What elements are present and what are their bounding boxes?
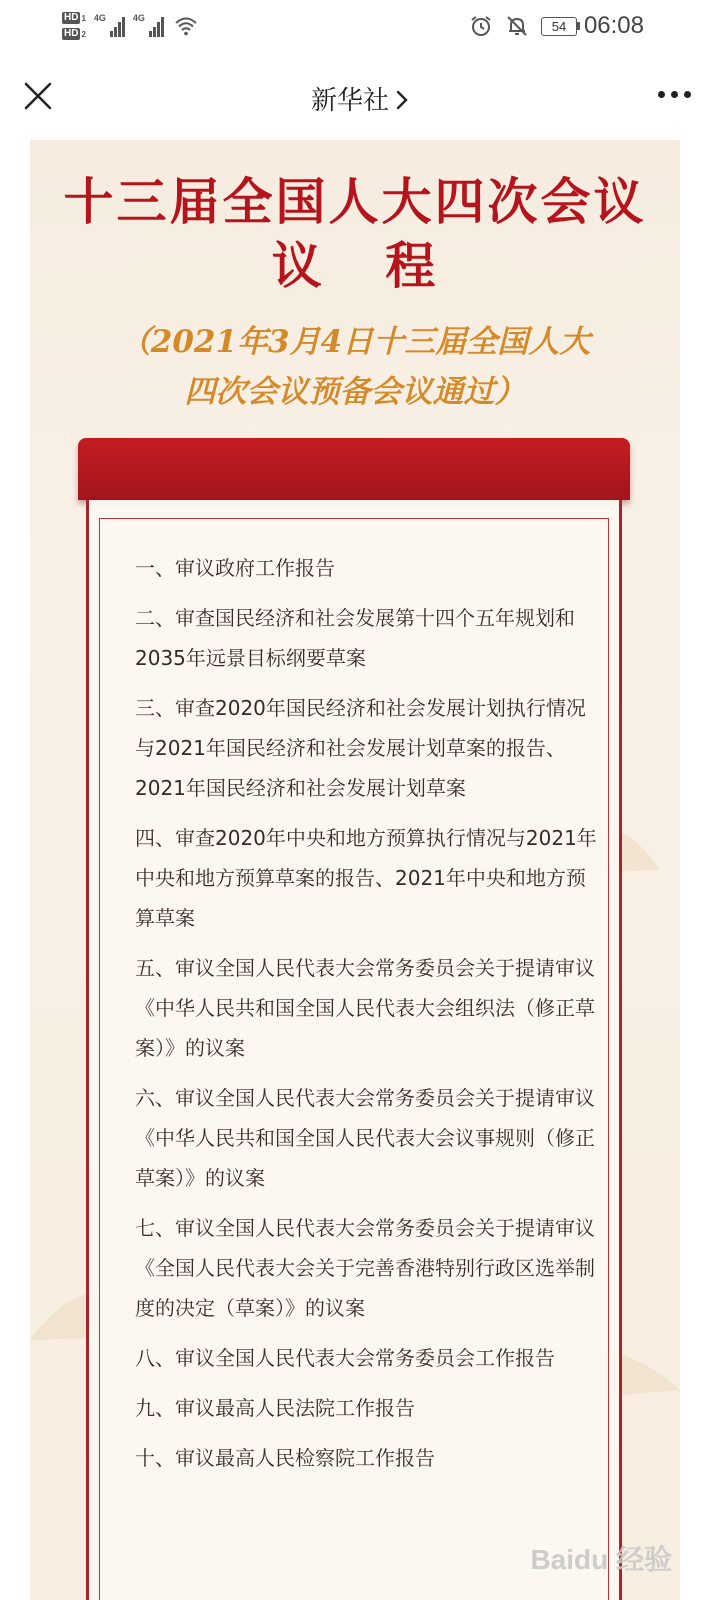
signal-icon (132, 13, 164, 37)
signal-icon (93, 13, 125, 37)
poster-subtitle-line1: （2021年3月4日十三届全国人大 (119, 324, 591, 360)
nav-bar (0, 52, 720, 140)
hd2-label: HD (64, 28, 79, 39)
mute-notification-icon (505, 14, 529, 38)
more-dot-icon (671, 91, 678, 98)
agenda-poster (30, 140, 680, 1600)
wifi-icon (174, 14, 198, 38)
status-bar (0, 0, 720, 52)
agenda-item: 十、审议最高人民检察院工作报告 (135, 1446, 435, 1470)
baidu-watermark: Baidu 经验 (530, 1544, 672, 1575)
hd1-indicator (62, 12, 86, 24)
alarm-icon (469, 14, 493, 38)
poster-title: 十三届全国人大四次会议 (63, 172, 647, 231)
agenda-item: 三、审查2020年国民经济和社会发展计划执行情况与2021年国民经济和社会发展计划草案的报告、2021年国民经济和社会发展计划草案 (135, 696, 586, 800)
poster-title-agenda: 议 程 (271, 236, 439, 295)
agenda-panel (86, 500, 622, 1600)
agenda-item: 八、审议全国人民代表大会常务委员会工作报告 (135, 1346, 555, 1370)
hd-indicators (62, 12, 86, 40)
status-left (62, 6, 198, 46)
agenda-item: 一、审议政府工作报告 (135, 556, 335, 580)
more-dot-icon (684, 91, 691, 98)
signal2-tag: 4G (132, 13, 145, 23)
agenda-list (135, 548, 597, 1488)
signal1-tag: 4G (93, 13, 106, 23)
hd2-indicator (62, 28, 86, 40)
battery-icon (541, 17, 580, 36)
scroll-header (78, 438, 630, 500)
hd1-sub: 1 (81, 13, 86, 23)
account-title-link[interactable] (0, 80, 720, 117)
account-name: 新华社 (310, 86, 389, 116)
hd1-label: HD (64, 12, 79, 23)
agenda-item: 九、审议最高人民法院工作报告 (135, 1396, 415, 1420)
more-options-button[interactable] (658, 86, 698, 102)
status-time: 06:08 (583, 12, 644, 39)
agenda-item: 七、审议全国人民代表大会常务委员会关于提请审议《全国人民代表大会关于完善香港特别行政区选举制度的决定（草案）》的议案 (135, 1216, 595, 1320)
agenda-item: 五、审议全国人民代表大会常务委员会关于提请审议《中华人民共和国全国人民代表大会组织法（修正草案）》的议案 (135, 956, 595, 1060)
battery-level: 54 (541, 17, 577, 36)
agenda-item: 二、审查国民经济和社会发展第十四个五年规划和2035年远景目标纲要草案 (135, 606, 575, 670)
chevron-right-icon (395, 89, 409, 111)
agenda-item: 四、审查2020年中央和地方预算执行情况与2021年中央和地方预算草案的报告、2021年中央和地方预算草案 (135, 826, 597, 930)
poster-subtitle-line2: 四次会议预备会议通过） (184, 374, 526, 410)
agenda-item: 六、审议全国人民代表大会常务委员会关于提请审议《中华人民共和国全国人民代表大会议事规则（修正草案）》的议案 (135, 1086, 595, 1190)
status-right (469, 10, 580, 42)
hd2-sub: 2 (81, 29, 86, 39)
more-dot-icon (658, 91, 665, 98)
